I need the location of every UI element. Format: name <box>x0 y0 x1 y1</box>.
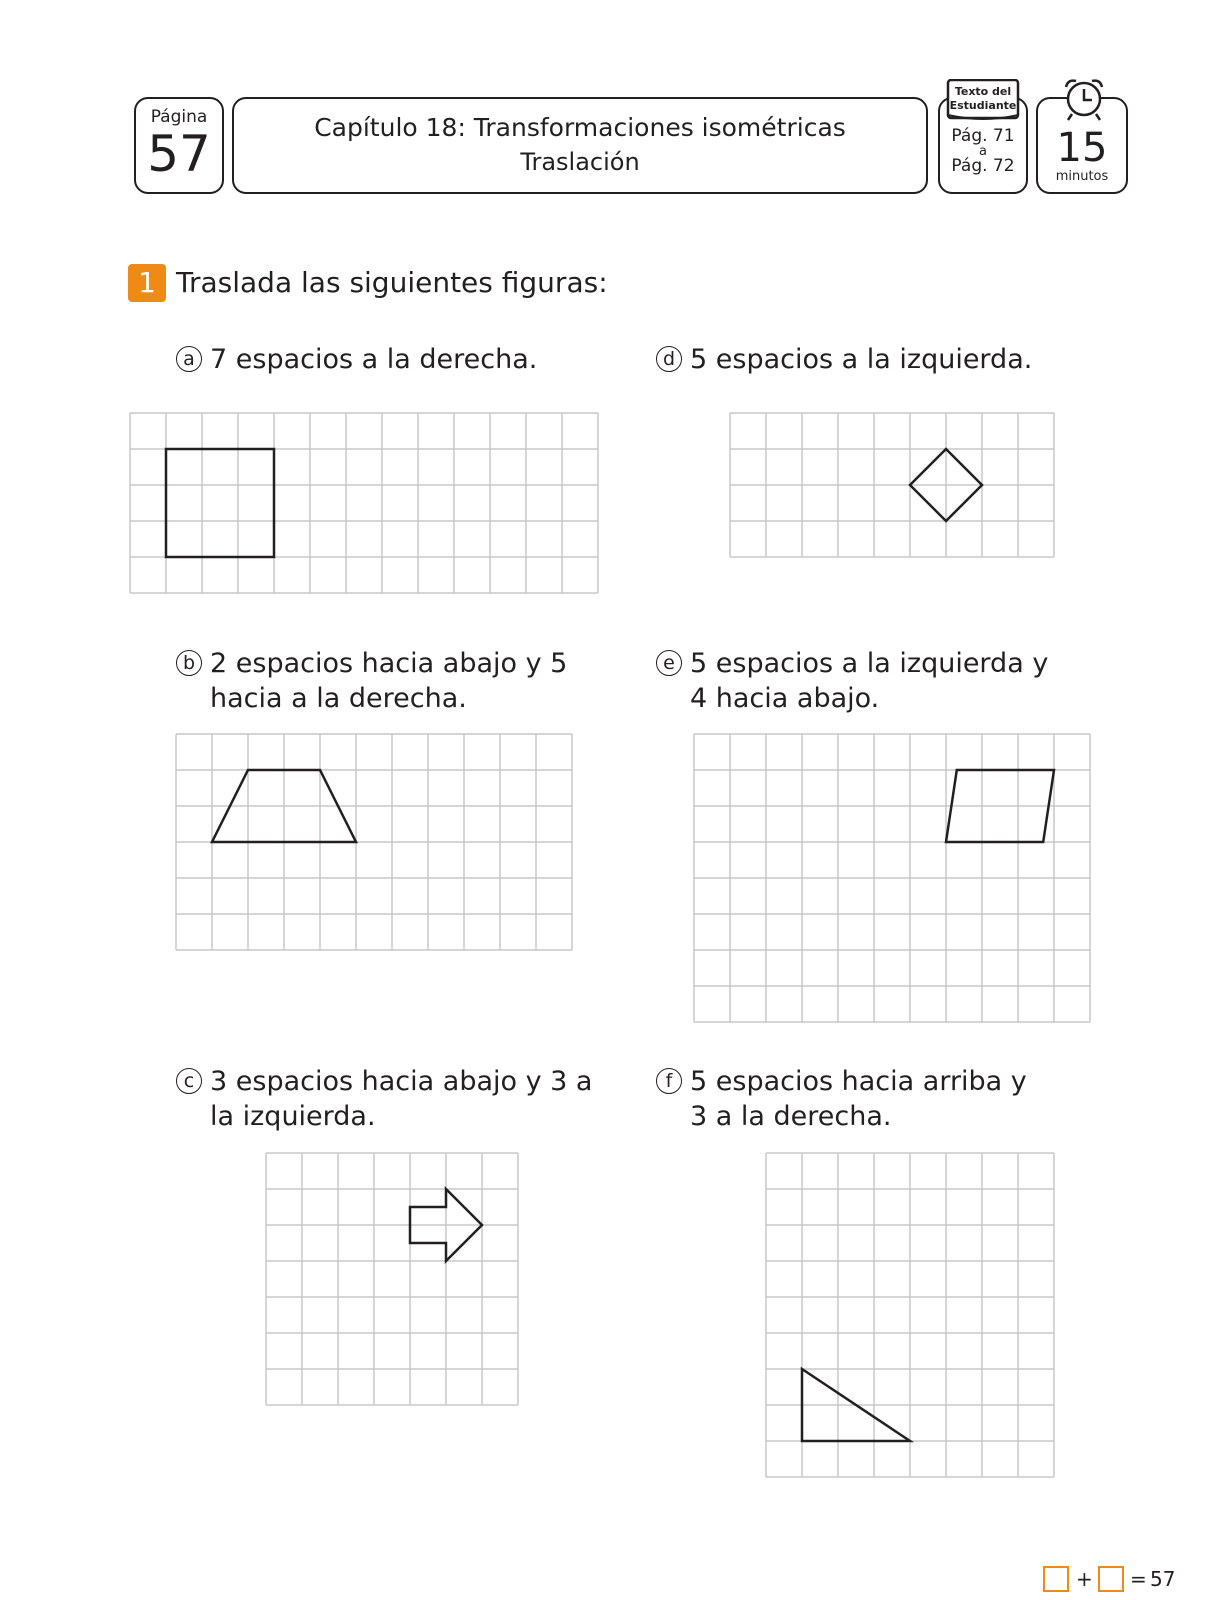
item-text-line1: 3 espacios hacia abajo y 3 a <box>210 1066 593 1097</box>
item-text-line2: 4 hacia abajo. <box>690 683 880 714</box>
chapter-title-box <box>232 97 928 194</box>
item-text-line1: 5 espacios a la izquierda. <box>690 344 1033 375</box>
item-letter: b <box>176 650 202 676</box>
page-label: Página <box>150 107 208 127</box>
equals-sign: = <box>1130 1567 1147 1591</box>
item-letter: c <box>176 1068 202 1094</box>
item-a <box>176 342 537 377</box>
grid-lines <box>766 1153 1054 1477</box>
reference-connector: a <box>979 144 987 159</box>
section-subtitle: Traslación <box>520 148 640 176</box>
grid-e[interactable] <box>693 733 1091 1023</box>
grid-lines <box>130 413 598 593</box>
alarm-clock-icon <box>1058 77 1110 123</box>
grid-b[interactable] <box>175 733 573 951</box>
item-text-line1: 5 espacios a la izquierda y <box>690 648 1049 679</box>
answer-box-2[interactable] <box>1098 1566 1124 1592</box>
chapter-title: Capítulo 18: Transformaciones isométricas <box>314 113 846 142</box>
item-letter: d <box>656 346 682 372</box>
textbook-reference-box <box>938 85 1028 194</box>
item-d <box>656 342 1032 377</box>
grid-lines <box>730 413 1054 557</box>
item-text-line2: 3 a la derecha. <box>690 1101 892 1132</box>
item-text-line2: hacia a la derecha. <box>210 683 467 714</box>
time-unit: minutos <box>1055 169 1109 184</box>
grid-c[interactable] <box>265 1152 519 1406</box>
square-figure <box>166 449 274 557</box>
time-box <box>1036 97 1128 194</box>
time-value: 15 <box>1056 125 1108 171</box>
plus-sign: + <box>1076 1567 1093 1591</box>
grid-f[interactable] <box>765 1152 1055 1478</box>
sum-total: 57 <box>1150 1567 1176 1591</box>
book-icon <box>946 79 1020 121</box>
item-text-line1: 7 espacios a la derecha. <box>210 344 538 375</box>
book-label-line2: Estudiante <box>949 99 1017 112</box>
grid-lines <box>694 734 1090 1022</box>
grid-a[interactable] <box>129 412 599 594</box>
item-letter: f <box>656 1068 682 1094</box>
item-letter: a <box>176 346 202 372</box>
page-number-box <box>134 97 224 194</box>
exercise-number-badge: 1 <box>128 264 166 302</box>
item-e <box>656 646 1048 716</box>
item-text-line1: 2 espacios hacia abajo y 5 <box>210 648 568 679</box>
grid-d[interactable] <box>729 412 1055 558</box>
book-label-line1: Texto del <box>954 85 1012 98</box>
item-c <box>176 1064 592 1134</box>
exercise-instruction: Traslada las siguientes figuras: <box>176 266 608 299</box>
item-letter: e <box>656 650 682 676</box>
answer-box-1[interactable] <box>1043 1566 1069 1592</box>
grid-lines <box>266 1153 518 1405</box>
reference-to: Pág. 72 <box>951 156 1015 176</box>
item-text-line2: la izquierda. <box>210 1101 376 1132</box>
page-number: 57 <box>147 125 211 183</box>
item-b <box>176 646 567 716</box>
item-text-line1: 5 espacios hacia arriba y <box>690 1066 1027 1097</box>
item-f <box>656 1064 1027 1134</box>
reference-from: Pág. 71 <box>951 126 1015 146</box>
